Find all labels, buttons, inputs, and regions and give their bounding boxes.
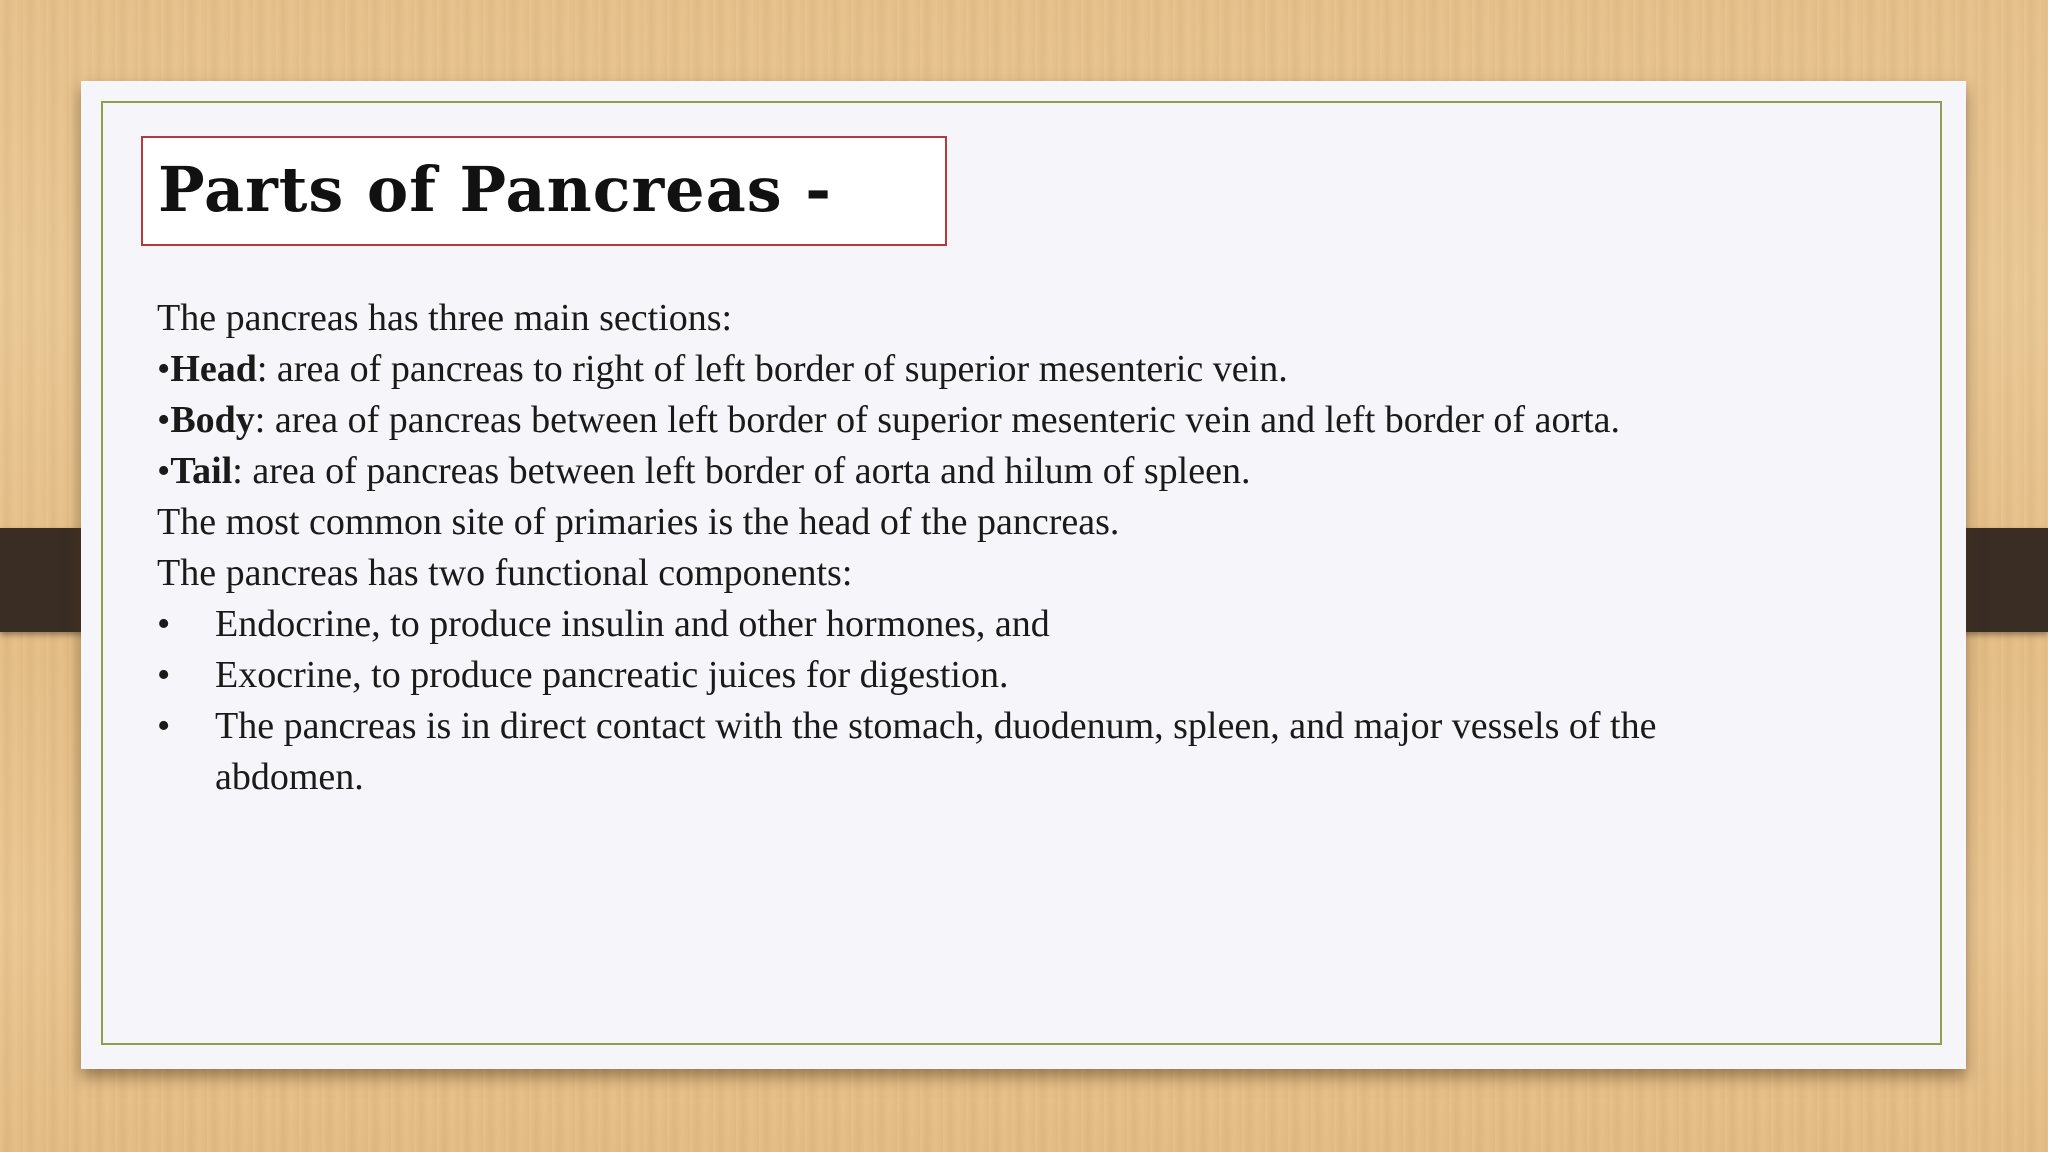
bullet-text: The pancreas is in direct contact with the stomach, duodenum, spleen, and major vessels of the abdomen. (215, 705, 1657, 798)
section-marker: • (157, 450, 171, 492)
slide (81, 81, 1966, 1069)
common-site-line: The most common site of primaries is the head of the pancreas. (157, 501, 1120, 543)
title-box (141, 136, 947, 246)
bullet-text: Exocrine, to produce pancreatic juices for digestion. (215, 654, 1009, 696)
section-desc: : area of pancreas between left border of superior mesenteric vein and left border of aorta. (254, 399, 1621, 441)
section-head (157, 344, 1797, 395)
section-marker: • (157, 399, 171, 441)
section-body (157, 395, 1757, 446)
functional-intro-line: The pancreas has two functional components: (157, 552, 853, 594)
bullet-icon: • (157, 654, 171, 696)
section-term: Body (170, 399, 255, 441)
section-term: Tail (170, 450, 233, 492)
section-marker: • (157, 348, 171, 390)
bullet-icon: • (157, 603, 171, 645)
list-item (157, 701, 1777, 803)
content-body (157, 293, 1797, 803)
section-desc: : area of pancreas to right of left border of superior mesenteric vein. (256, 348, 1288, 390)
bullet-text: Endocrine, to produce insulin and other hormones, and (215, 603, 1050, 645)
section-tail (157, 446, 1797, 497)
intro-line: The pancreas has three main sections: (157, 297, 733, 339)
section-term: Head (170, 348, 257, 390)
list-item (157, 599, 1797, 650)
list-item (157, 650, 1797, 701)
section-desc: : area of pancreas between left border of aorta and hilum of spleen. (232, 450, 1251, 492)
bullet-icon: • (157, 705, 171, 747)
slide-title: Parts of Pancreas - (158, 153, 832, 226)
